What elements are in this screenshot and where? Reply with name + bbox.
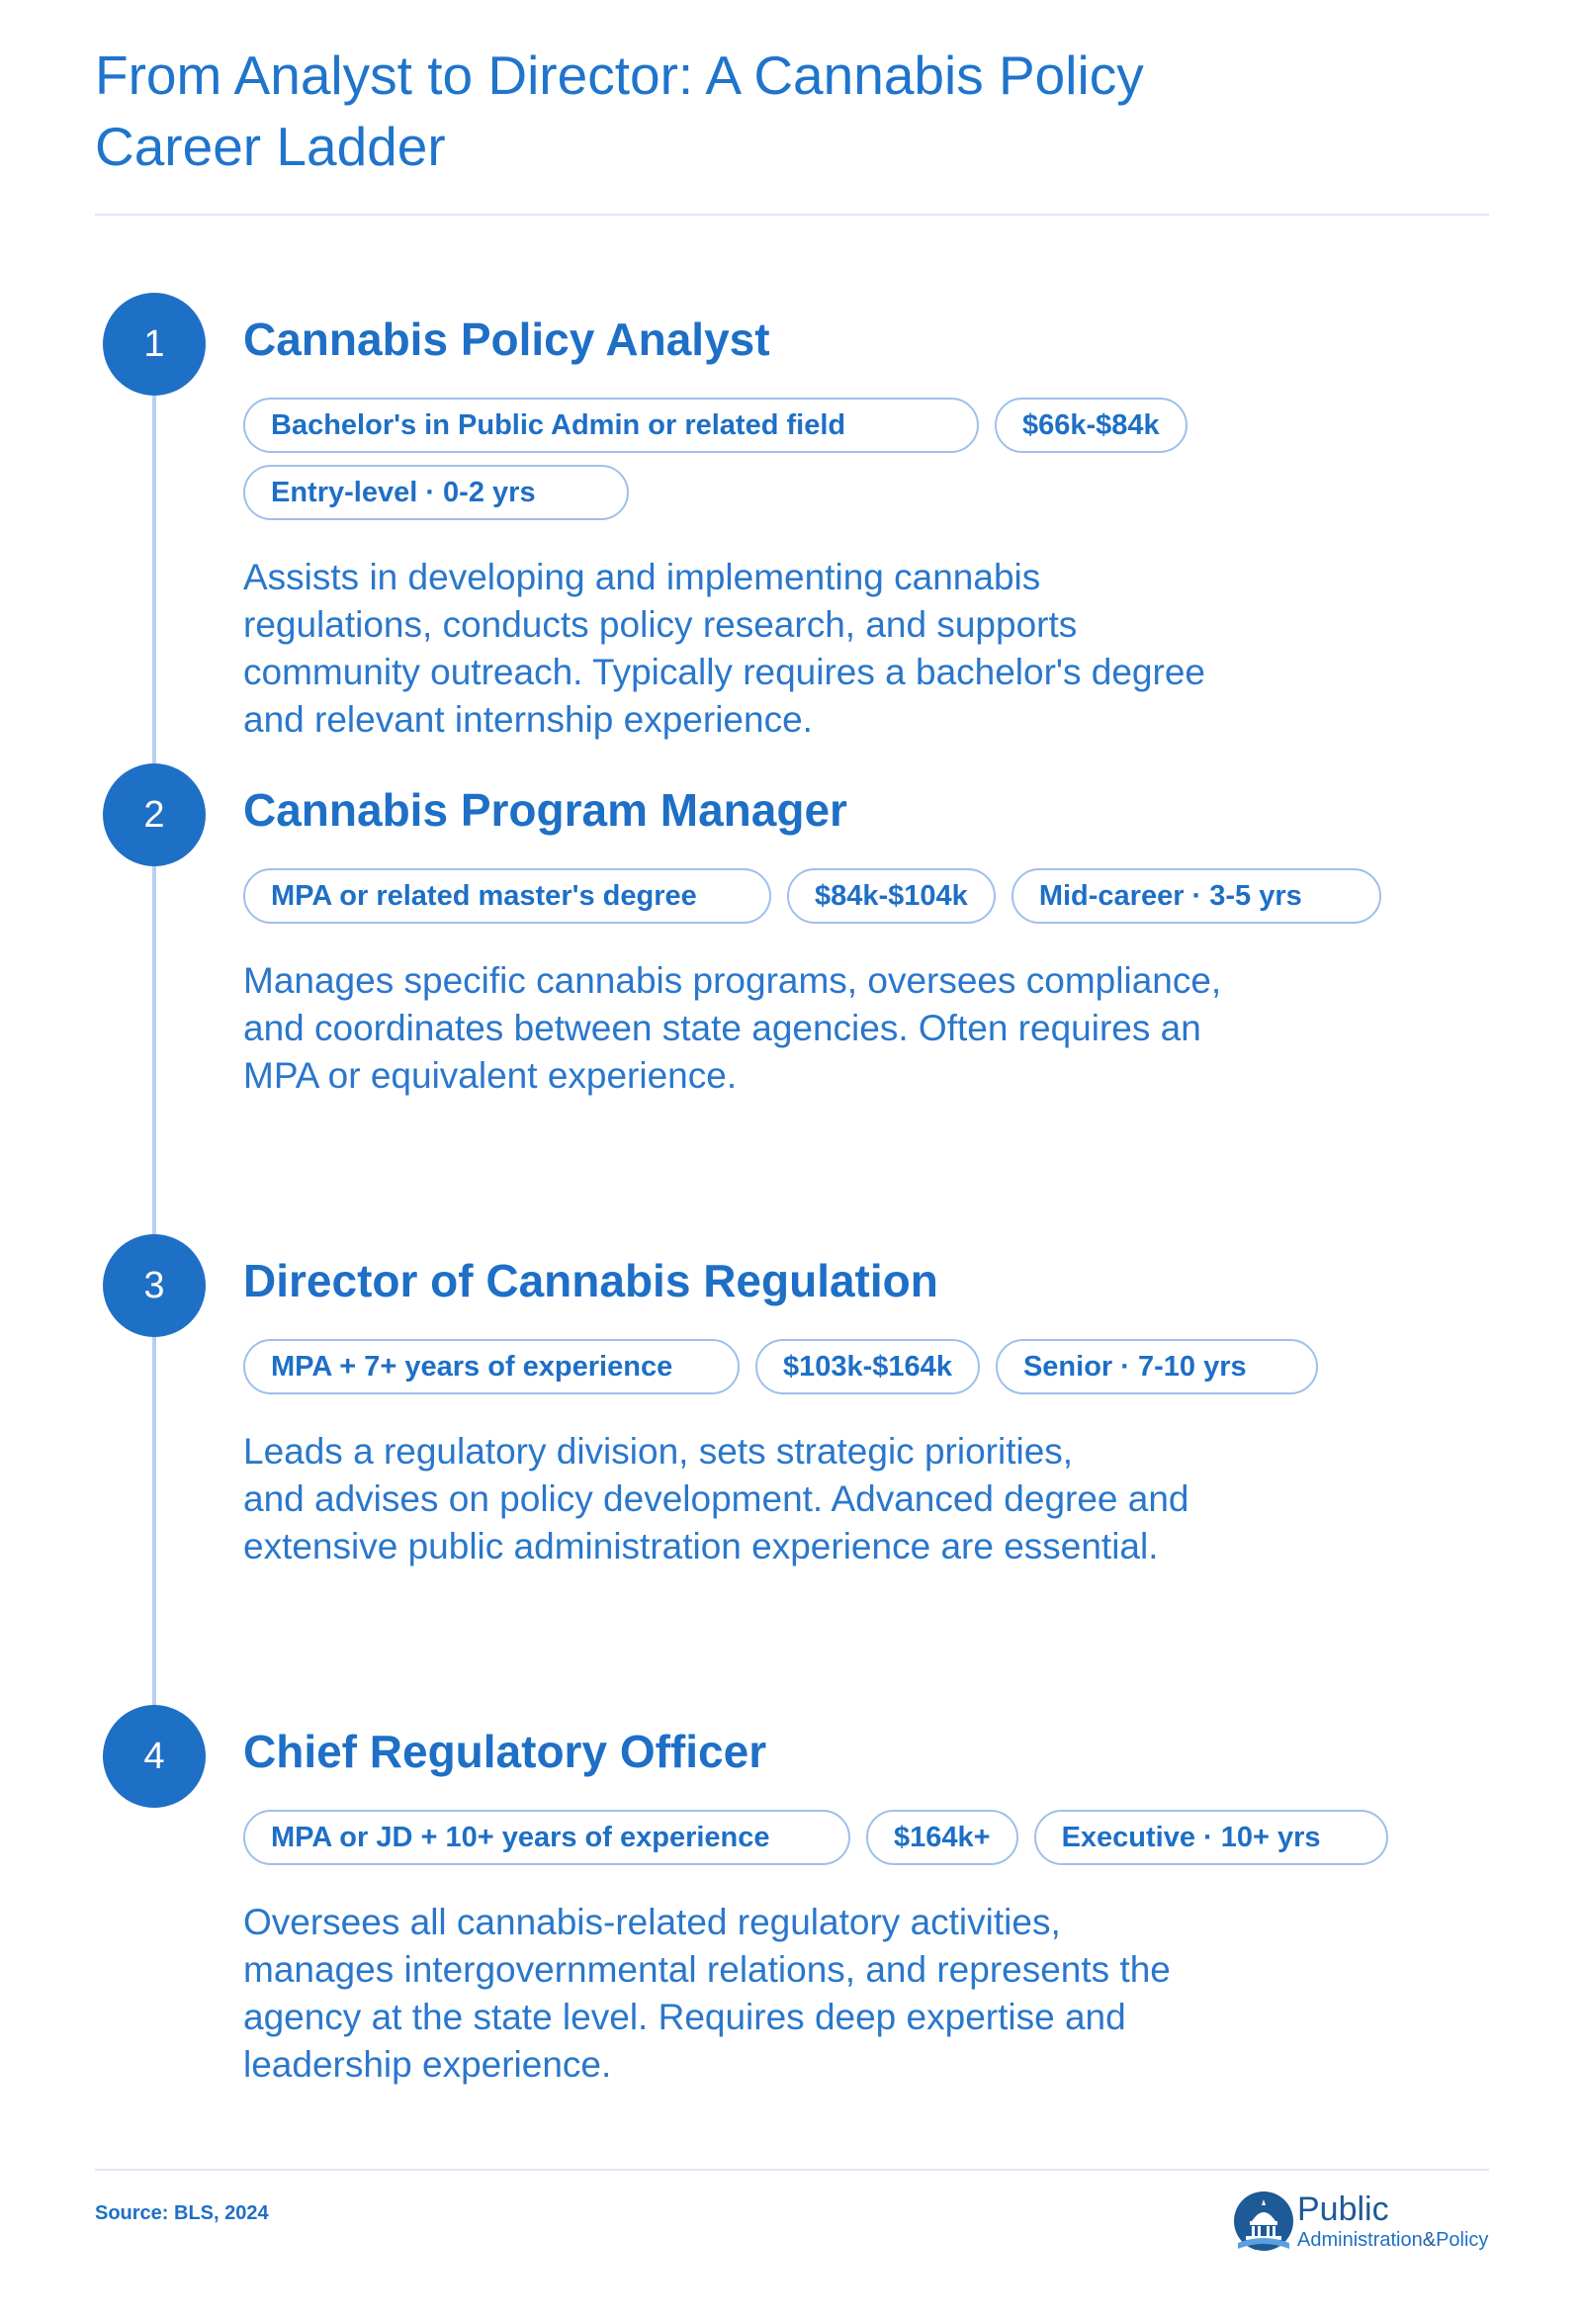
description-line: manages intergovernmental relations, and represents the [243,1949,1171,1990]
step-title: Chief Regulatory Officer [243,1726,767,1777]
education-chip: MPA + 7+ years of experience [243,1339,740,1394]
description-line: community outreach. Typically requires a bachelor's degree [243,652,1205,692]
level-chip: Mid-career · 3-5 yrs [1011,868,1381,924]
level-chip: Entry-level · 0-2 yrs [243,465,629,520]
career-step-2 [0,763,1582,1159]
salary-chip: $164k+ [866,1810,1018,1865]
description-line: Oversees all cannabis-related regulatory activities, [243,1902,1061,1942]
step-number-badge: 3 [103,1234,206,1337]
description-line: agency at the state level. Requires deep expertise and [243,1997,1126,2037]
publisher-logo [1232,2190,1489,2261]
description-line: and advises on policy development. Advanced degree and [243,1478,1189,1519]
footer-divider [95,2169,1489,2171]
description-line: MPA or equivalent experience. [243,1055,738,1096]
step-number-badge: 4 [103,1705,206,1808]
capitol-dome-icon [1232,2190,1295,2253]
education-chip: MPA or JD + 10+ years of experience [243,1810,850,1865]
step-description [243,554,1281,744]
step-title: Cannabis Policy Analyst [243,313,770,365]
level-chip: Executive · 10+ yrs [1034,1810,1388,1865]
step-tags [243,1339,1410,1394]
description-line: extensive public administration experience are essential. [243,1526,1159,1566]
page-title [95,40,1281,182]
description-line: regulations, conducts policy research, and supports [243,604,1078,645]
description-line: and relevant internship experience. [243,699,813,740]
step-description [243,1428,1281,1570]
description-line: Leads a regulatory division, sets strategic priorities, [243,1431,1074,1472]
description-line: Assists in developing and implementing cannabis [243,557,1041,597]
step-description [243,957,1281,1100]
salary-chip: $103k-$164k [755,1339,980,1394]
step-number-badge: 2 [103,763,206,866]
logo-word-public: Public [1297,2190,1389,2228]
source-note: Source: BLS, 2024 [95,2202,269,2224]
step-tags [243,868,1410,924]
education-chip: Bachelor's in Public Admin or related field [243,398,979,453]
page-title-line-1: From Analyst to Director: A Cannabis Policy [95,45,1144,106]
step-number-badge: 1 [103,293,206,396]
header-divider [95,214,1489,216]
logo-ampersand: & [1422,2229,1437,2251]
description-line: leadership experience. [243,2044,612,2085]
logo-word-administration-policy [1297,2229,1488,2251]
logo-word-policy: Policy [1436,2229,1489,2251]
salary-chip: $84k-$104k [787,868,996,924]
career-step-1 [0,293,1582,740]
step-tags [243,398,1232,520]
education-chip: MPA or related master's degree [243,868,771,924]
step-title: Cannabis Program Manager [243,784,847,836]
level-chip: Senior · 7-10 yrs [996,1339,1318,1394]
step-description [243,1899,1281,2089]
salary-chip: $66k-$84k [995,398,1187,453]
step-title: Director of Cannabis Regulation [243,1255,938,1306]
description-line: Manages specific cannabis programs, oversees compliance, [243,960,1222,1001]
career-step-4 [0,1705,1582,2101]
page-title-line-2: Career Ladder [95,116,446,177]
logo-word-administration: Administration [1297,2229,1423,2251]
career-step-3 [0,1234,1582,1630]
step-tags [243,1810,1410,1865]
description-line: and coordinates between state agencies. Often requires an [243,1008,1201,1048]
